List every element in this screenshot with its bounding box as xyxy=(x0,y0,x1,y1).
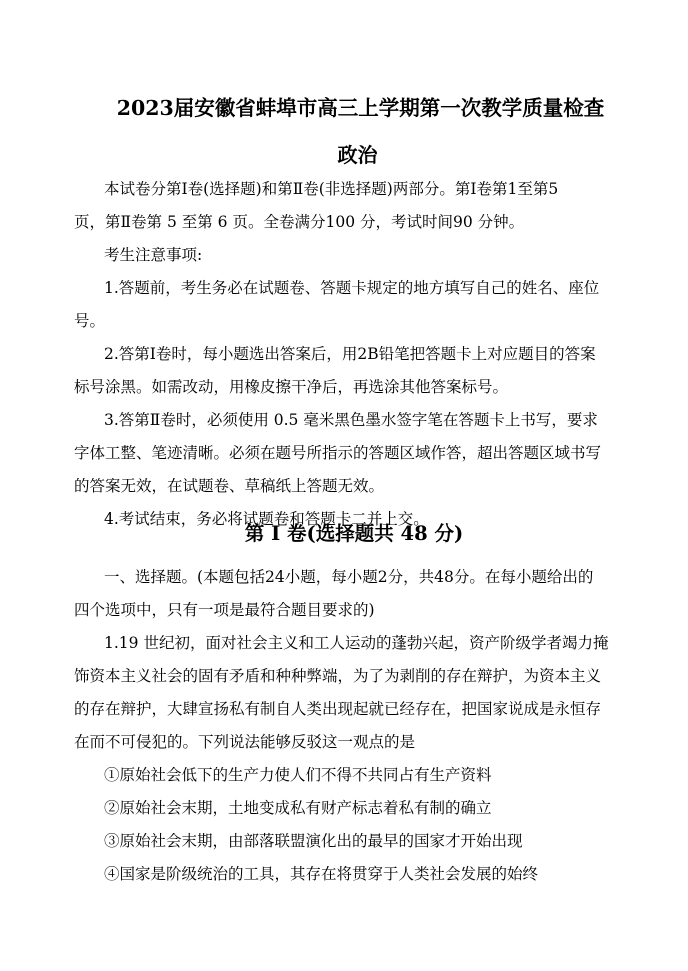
section-heading: 第 Ⅰ 卷(选择题共 48 分) xyxy=(244,522,464,545)
question-1-option-2: ②原始社会末期，土地变成私有财产标志着私有制的确立 xyxy=(104,799,492,817)
question-1-option-1: ①原始社会低下的生产力使人们不得不共同占有生产资料 xyxy=(104,766,492,784)
notice-2-line: 标号涂黑。如需改动，用橡皮擦干净后，再选涂其他答案标号。 xyxy=(74,378,509,396)
question-1-option-4: ④国家是阶级统治的工具，其存在将贯穿于人类社会发展的始终 xyxy=(104,865,539,883)
intro-line: 本试卷分第Ⅰ卷(选择题)和第Ⅱ卷(非选择题)两部分。第Ⅰ卷第1至第5 xyxy=(104,180,559,198)
question-1-stem-line: 1.19 世纪初，面对社会主义和工人运动的蓬勃兴起，资产阶级学者竭力掩 xyxy=(104,634,609,652)
question-1-stem-line: 饰资本主义社会的固有矛盾和种种弊端，为了为剥削的存在辩护，为资本主义 xyxy=(74,667,602,685)
section-intro-line: 一、选择题。(本题包括24小题，每小题2分，共48分。在每小题给出的 xyxy=(104,568,594,586)
notice-1-line: 号。 xyxy=(74,312,106,330)
intro-line: 页，第Ⅱ卷第 5 至第 6 页。全卷满分100 分，考试时间90 分钟。 xyxy=(74,213,525,231)
notice-3-line: 3.答第Ⅱ卷时，必须使用 0.5 毫米黑色墨水签字笔在答题卡上书写，要求 xyxy=(104,411,598,429)
notice-2-line: 2.答第Ⅰ卷时，每小题选出答案后，用2B铅笔把答题卡上对应题目的答案 xyxy=(104,345,596,363)
section-intro-line: 四个选项中，只有一项是最符合题目要求的) xyxy=(74,601,375,619)
notice-heading: 考生注意事项: xyxy=(104,246,203,264)
question-1-stem-line: 的存在辩护，大肆宣扬私有制自人类出现起就已经存在，把国家说成是永恒存 xyxy=(74,700,602,718)
document-title: 2023届安徽省蚌埠市高三上学期第一次教学质量检查 xyxy=(116,96,605,120)
notice-3-line: 字体工整、笔迹清晰。必须在题号所指示的答题区域作答，超出答题区域书写 xyxy=(74,444,602,462)
notice-4-line: 4.考试结束，务必将试题卷和答题卡二并上交。 xyxy=(104,510,429,528)
subject-title: 政治 xyxy=(337,143,378,167)
notice-3-line: 的答案无效，在试题卷、草稿纸上答题无效。 xyxy=(74,477,385,495)
question-1-option-3: ③原始社会末期，由部落联盟演化出的最早的国家才开始出现 xyxy=(104,832,523,850)
question-1-stem-line: 在而不可侵犯的。下列说法能够反驳这一观点的是 xyxy=(74,733,416,751)
notice-1-line: 1.答题前，考生务必在试题卷、答题卡规定的地方填写自己的姓名、座位 xyxy=(104,279,600,297)
